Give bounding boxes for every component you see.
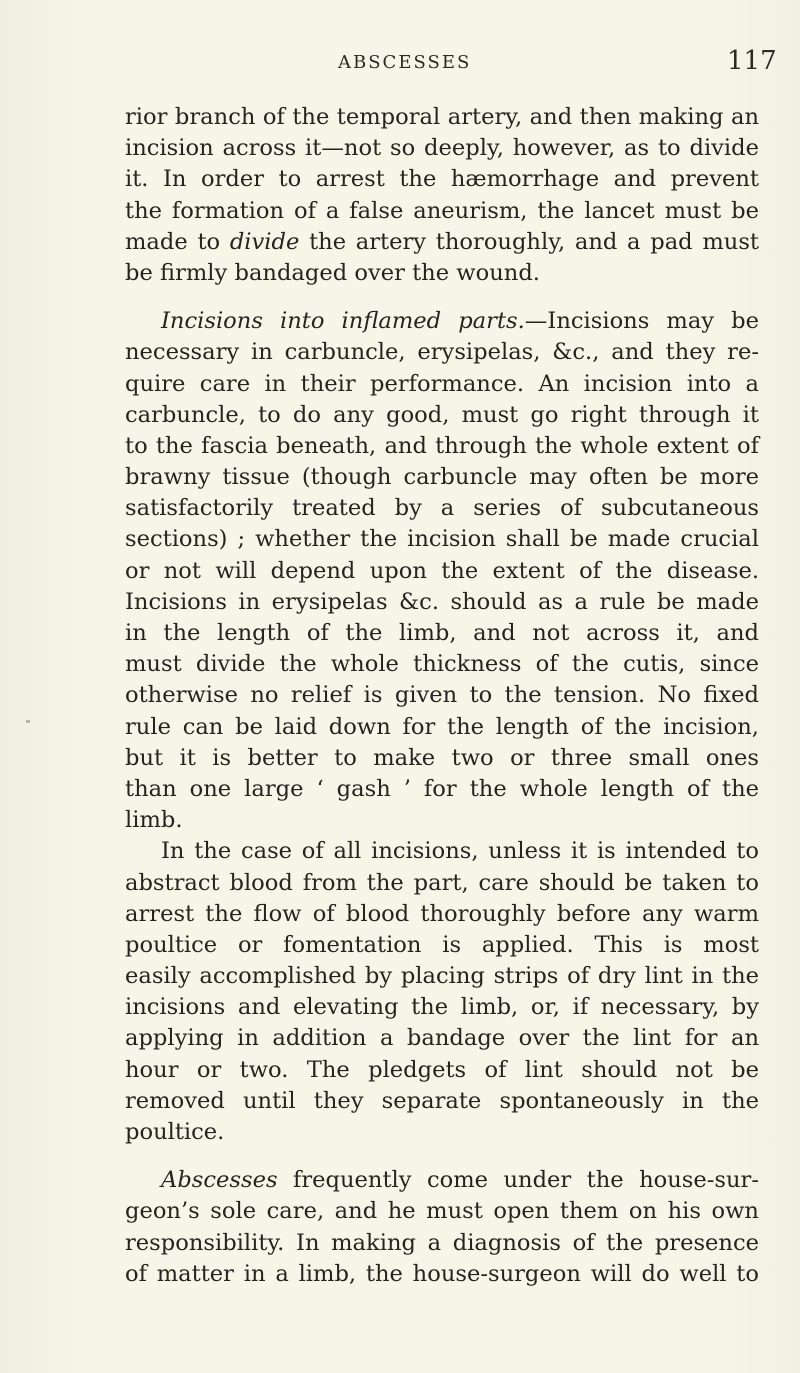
text-line: In the case of all incisions, unless it is intended to: [161, 838, 759, 865]
text-line: [125, 227, 759, 258]
text-line: applying in addition a bandage over the lint for an: [125, 1025, 759, 1052]
running-head: [0, 46, 800, 92]
text-line: [125, 1165, 759, 1196]
text-line: responsibility. In making a diagnosis of the presence: [125, 1229, 759, 1256]
text-fragment: —Incisions may be: [524, 308, 759, 335]
text-line: easily accomplished by placing strips of dry lint in the: [125, 963, 759, 990]
margin-mark: [26, 720, 30, 723]
paragraph-2: [125, 306, 759, 836]
text-fragment: frequently come under the house-sur-: [277, 1167, 759, 1194]
paragraph-4: [125, 1165, 759, 1290]
text-line: limb.: [125, 807, 183, 834]
text-line: quire care in their performance. An incision into a: [125, 370, 759, 397]
page-number: 117: [727, 46, 777, 76]
text-line: incision across it—not so deeply, however, as to divide: [125, 135, 759, 162]
text-line: poultice or fomentation is applied. This is most: [125, 931, 759, 958]
running-title: ABSCESSES: [338, 52, 472, 73]
text-line: Incisions in erysipelas &c. should as a rule be made: [125, 588, 759, 615]
paragraph-1: [125, 102, 759, 289]
text-line: to the fascia beneath, and through the whole extent of: [125, 432, 759, 459]
text-fragment: the artery thoroughly, and a pad must: [309, 228, 759, 255]
text-line: sections) ; whether the incision shall be made crucial: [125, 526, 759, 553]
text-line: satisfactorily treated by a series of subcutaneous: [125, 495, 759, 522]
text-line: in the length of the limb, and not across it, and: [125, 620, 759, 646]
text-line: but it is better to make two or three small ones: [125, 744, 759, 771]
text-line: removed until they separate spontaneously in the: [125, 1087, 759, 1114]
text-line: than one large ‘ gash ’ for the whole length of the: [125, 775, 759, 802]
body-text: [125, 102, 759, 1290]
text-line: be firmly bandaged over the wound.: [125, 259, 540, 286]
paragraph-3: [125, 836, 759, 1148]
text-line: or not will depend upon the extent of the disease.: [125, 557, 759, 584]
text-line: must divide the whole thickness of the cutis, since: [125, 651, 759, 678]
text-line: necessary in carbuncle, erysipelas, &c., and they re-: [125, 339, 759, 366]
text-line: rior branch of the temporal artery, and then making an: [125, 104, 759, 130]
section-heading-abscesses: Abscesses: [161, 1167, 278, 1194]
text-fragment: made to: [125, 228, 221, 255]
text-line: carbuncle, to do any good, must go right through it: [125, 401, 759, 428]
section-heading-incisions: Incisions into inflamed parts.: [161, 308, 525, 335]
text-line: otherwise no relief is given to the tension. No fixed: [125, 682, 759, 709]
text-line: rule can be laid down for the length of the incision,: [125, 713, 759, 740]
text-line: incisions and elevating the limb, or, if necessary, by: [125, 994, 759, 1021]
text-line: brawny tissue (though carbuncle may often be more: [125, 464, 759, 491]
text-line: abstract blood from the part, care should be taken to: [125, 869, 759, 896]
text-line: of matter in a limb, the house-surgeon will do well to: [125, 1260, 759, 1287]
text-line: geon’s sole care, and he must open them on his own: [125, 1198, 759, 1225]
text-line: the formation of a false aneurism, the lancet must be: [125, 197, 759, 224]
text-line: [125, 306, 759, 337]
text-line: poultice.: [125, 1119, 225, 1145]
text-line: arrest the flow of blood thoroughly before any warm: [125, 900, 759, 927]
emphasis-divide: divide: [229, 228, 300, 255]
text-line: hour or two. The pledgets of lint should not be: [125, 1056, 759, 1083]
text-line: it. In order to arrest the hæmorrhage and prevent: [125, 166, 759, 193]
